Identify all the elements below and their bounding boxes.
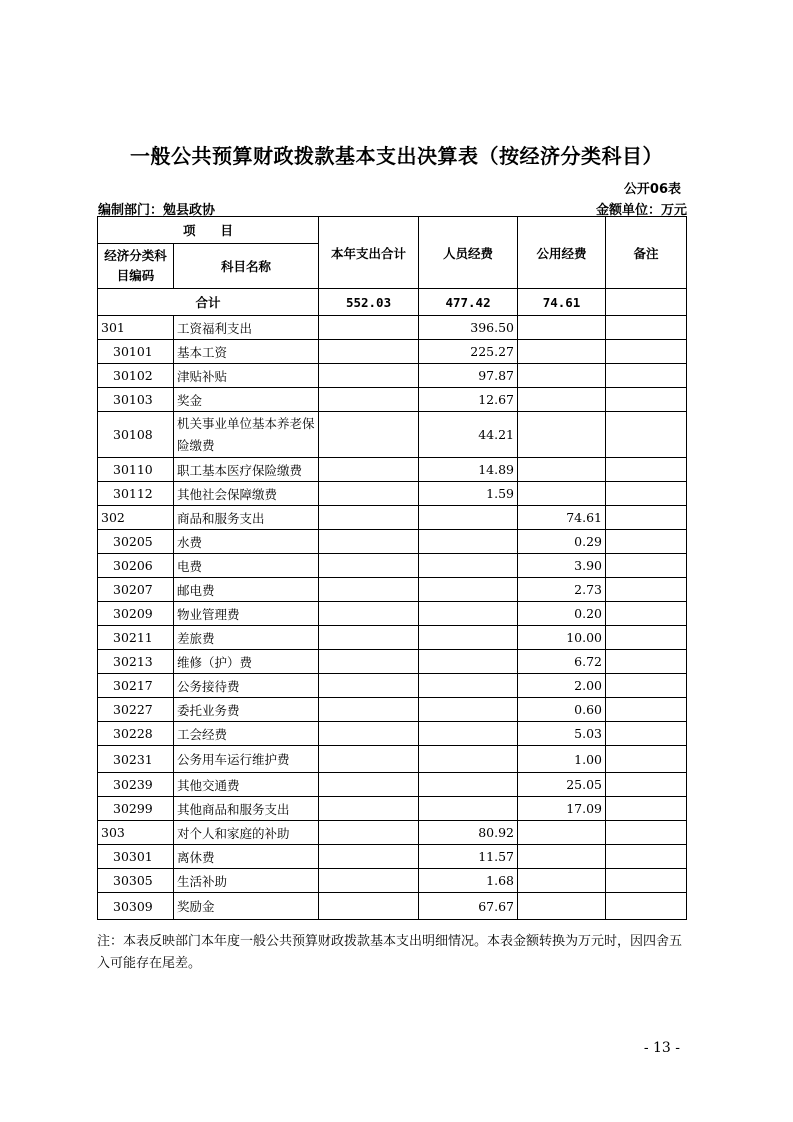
summary-total: 552.03: [319, 289, 419, 316]
unit-label: 金额单位：万元: [595, 203, 687, 218]
row-remark: [606, 746, 687, 773]
row-name: 差旅费: [174, 626, 319, 650]
header-code: 经济分类科目编码: [98, 244, 174, 289]
footnote: 注：本表反映部门本年度一般公共预算财政拨款基本支出明细情况。本表金额转换为万元时，因四舍五入可能存在尾差。: [97, 934, 683, 971]
row-public: 2.00: [518, 674, 606, 698]
header-project: 项 目: [98, 217, 319, 244]
row-total: [319, 773, 419, 797]
row-code: 30228: [98, 722, 174, 746]
row-total: [319, 893, 419, 920]
row-name: 其他社会保障缴费: [174, 482, 319, 506]
row-code: 30108: [98, 412, 174, 458]
table-row: [98, 554, 687, 578]
row-public: 0.20: [518, 602, 606, 626]
row-remark: [606, 388, 687, 412]
row-name: 公务用车运行维护费: [174, 746, 319, 773]
row-remark: [606, 340, 687, 364]
row-code: 30112: [98, 482, 174, 506]
row-public: [518, 482, 606, 506]
summary-public: 74.61: [518, 289, 606, 316]
row-remark: [606, 364, 687, 388]
table-body: [98, 289, 687, 920]
row-public: 0.60: [518, 698, 606, 722]
row-personnel: 67.67: [419, 893, 518, 920]
row-public: 0.29: [518, 530, 606, 554]
row-personnel: [419, 602, 518, 626]
row-public: [518, 821, 606, 845]
row-total: [319, 602, 419, 626]
row-code: 30299: [98, 797, 174, 821]
table-row: [98, 746, 687, 773]
header-public: 公用经费: [518, 217, 606, 289]
row-remark: [606, 578, 687, 602]
row-name: 公务接待费: [174, 674, 319, 698]
row-personnel: [419, 698, 518, 722]
row-code: 302: [98, 506, 174, 530]
row-total: [319, 506, 419, 530]
row-remark: [606, 650, 687, 674]
row-remark: [606, 602, 687, 626]
row-personnel: 44.21: [419, 412, 518, 458]
row-personnel: 97.87: [419, 364, 518, 388]
row-name: 电费: [174, 554, 319, 578]
row-name: 奖励金: [174, 893, 319, 920]
header-personnel: 人员经费: [419, 217, 518, 289]
row-public: 6.72: [518, 650, 606, 674]
row-code: 303: [98, 821, 174, 845]
row-name: 其他交通费: [174, 773, 319, 797]
table-row: [98, 797, 687, 821]
row-code: 30217: [98, 674, 174, 698]
row-name: 工资福利支出: [174, 316, 319, 340]
row-personnel: [419, 626, 518, 650]
row-remark: [606, 554, 687, 578]
row-name: 离休费: [174, 845, 319, 869]
row-public: [518, 893, 606, 920]
row-public: [518, 316, 606, 340]
row-total: [319, 821, 419, 845]
row-name: 物业管理费: [174, 602, 319, 626]
row-name: 商品和服务支出: [174, 506, 319, 530]
row-name: 工会经费: [174, 722, 319, 746]
row-total: [319, 674, 419, 698]
row-public: 10.00: [518, 626, 606, 650]
table-row: [98, 893, 687, 920]
row-code: 30205: [98, 530, 174, 554]
table-row: [98, 845, 687, 869]
row-personnel: 396.50: [419, 316, 518, 340]
row-remark: [606, 506, 687, 530]
row-personnel: [419, 554, 518, 578]
row-total: [319, 797, 419, 821]
row-remark: [606, 626, 687, 650]
table-row: [98, 674, 687, 698]
row-public: [518, 340, 606, 364]
header-row-1: [98, 217, 687, 244]
row-total: [319, 626, 419, 650]
row-code: 30239: [98, 773, 174, 797]
row-public: 1.00: [518, 746, 606, 773]
row-personnel: 225.27: [419, 340, 518, 364]
row-code: 30209: [98, 602, 174, 626]
header-total: 本年支出合计: [319, 217, 419, 289]
row-code: 30103: [98, 388, 174, 412]
row-personnel: [419, 797, 518, 821]
table-row: [98, 482, 687, 506]
row-personnel: [419, 674, 518, 698]
row-total: [319, 340, 419, 364]
row-public: 17.09: [518, 797, 606, 821]
table-row: [98, 578, 687, 602]
row-public: 74.61: [518, 506, 606, 530]
row-name: 其他商品和服务支出: [174, 797, 319, 821]
expenditure-table: [97, 216, 687, 920]
row-public: 25.05: [518, 773, 606, 797]
page-number: - 13 -: [643, 1040, 680, 1056]
table-row: [98, 773, 687, 797]
row-code: 30102: [98, 364, 174, 388]
row-name: 机关事业单位基本养老保险缴费: [174, 412, 319, 458]
row-total: [319, 845, 419, 869]
table-row: [98, 869, 687, 893]
row-personnel: 1.59: [419, 482, 518, 506]
row-remark: [606, 845, 687, 869]
row-total: [319, 746, 419, 773]
row-code: 30213: [98, 650, 174, 674]
row-name: 职工基本医疗保险缴费: [174, 458, 319, 482]
header-name: 科目名称: [174, 244, 319, 289]
row-total: [319, 554, 419, 578]
row-total: [319, 578, 419, 602]
row-name: 委托业务费: [174, 698, 319, 722]
summary-personnel: 477.42: [419, 289, 518, 316]
row-personnel: 1.68: [419, 869, 518, 893]
row-remark: [606, 698, 687, 722]
row-remark: [606, 797, 687, 821]
row-remark: [606, 674, 687, 698]
row-public: [518, 869, 606, 893]
table-row: [98, 364, 687, 388]
row-code: 30305: [98, 869, 174, 893]
row-remark: [606, 722, 687, 746]
row-remark: [606, 316, 687, 340]
row-total: [319, 650, 419, 674]
row-code: 30207: [98, 578, 174, 602]
row-remark: [606, 458, 687, 482]
row-code: 30206: [98, 554, 174, 578]
row-public: [518, 412, 606, 458]
row-total: [319, 698, 419, 722]
row-personnel: 14.89: [419, 458, 518, 482]
page-title: 一般公共预算财政拨款基本支出决算表（按经济分类科目）: [130, 144, 663, 168]
row-total: [319, 412, 419, 458]
row-personnel: [419, 506, 518, 530]
table-row: [98, 340, 687, 364]
row-public: [518, 388, 606, 412]
row-name: 维修（护）费: [174, 650, 319, 674]
row-personnel: 11.57: [419, 845, 518, 869]
table-code: 公开06表: [623, 182, 681, 197]
table-row: [98, 412, 687, 458]
table-row: [98, 316, 687, 340]
row-personnel: 80.92: [419, 821, 518, 845]
row-remark: [606, 773, 687, 797]
row-public: [518, 845, 606, 869]
summary-row: [98, 289, 687, 316]
row-code: 30211: [98, 626, 174, 650]
table-row: [98, 458, 687, 482]
row-code: 30231: [98, 746, 174, 773]
row-personnel: [419, 650, 518, 674]
header-remark: 备注: [606, 217, 687, 289]
row-name: 奖金: [174, 388, 319, 412]
row-public: [518, 364, 606, 388]
row-personnel: [419, 530, 518, 554]
row-name: 生活补助: [174, 869, 319, 893]
table-row: [98, 602, 687, 626]
row-personnel: 12.67: [419, 388, 518, 412]
row-remark: [606, 412, 687, 458]
row-public: 2.73: [518, 578, 606, 602]
row-total: [319, 869, 419, 893]
table-row: [98, 722, 687, 746]
row-personnel: [419, 722, 518, 746]
row-remark: [606, 869, 687, 893]
table-row: [98, 821, 687, 845]
row-public: 5.03: [518, 722, 606, 746]
row-code: 30309: [98, 893, 174, 920]
table-row: [98, 626, 687, 650]
row-code: 30227: [98, 698, 174, 722]
table-row: [98, 388, 687, 412]
row-name: 津贴补贴: [174, 364, 319, 388]
row-personnel: [419, 746, 518, 773]
row-remark: [606, 482, 687, 506]
row-name: 水费: [174, 530, 319, 554]
row-personnel: [419, 578, 518, 602]
row-name: 基本工资: [174, 340, 319, 364]
row-total: [319, 364, 419, 388]
table-row: [98, 530, 687, 554]
row-name: 对个人和家庭的补助: [174, 821, 319, 845]
row-name: 邮电费: [174, 578, 319, 602]
department-label: 编制部门：勉县政协: [98, 203, 216, 218]
summary-remark: [606, 289, 687, 316]
row-total: [319, 530, 419, 554]
row-code: 30101: [98, 340, 174, 364]
row-remark: [606, 893, 687, 920]
row-public: 3.90: [518, 554, 606, 578]
table-row: [98, 698, 687, 722]
table-row: [98, 506, 687, 530]
row-total: [319, 316, 419, 340]
row-total: [319, 482, 419, 506]
row-code: 30301: [98, 845, 174, 869]
summary-label: 合计: [98, 289, 319, 316]
row-total: [319, 458, 419, 482]
row-remark: [606, 530, 687, 554]
row-code: 30110: [98, 458, 174, 482]
row-total: [319, 388, 419, 412]
row-total: [319, 722, 419, 746]
row-remark: [606, 821, 687, 845]
table-row: [98, 650, 687, 674]
row-code: 301: [98, 316, 174, 340]
row-personnel: [419, 773, 518, 797]
row-public: [518, 458, 606, 482]
